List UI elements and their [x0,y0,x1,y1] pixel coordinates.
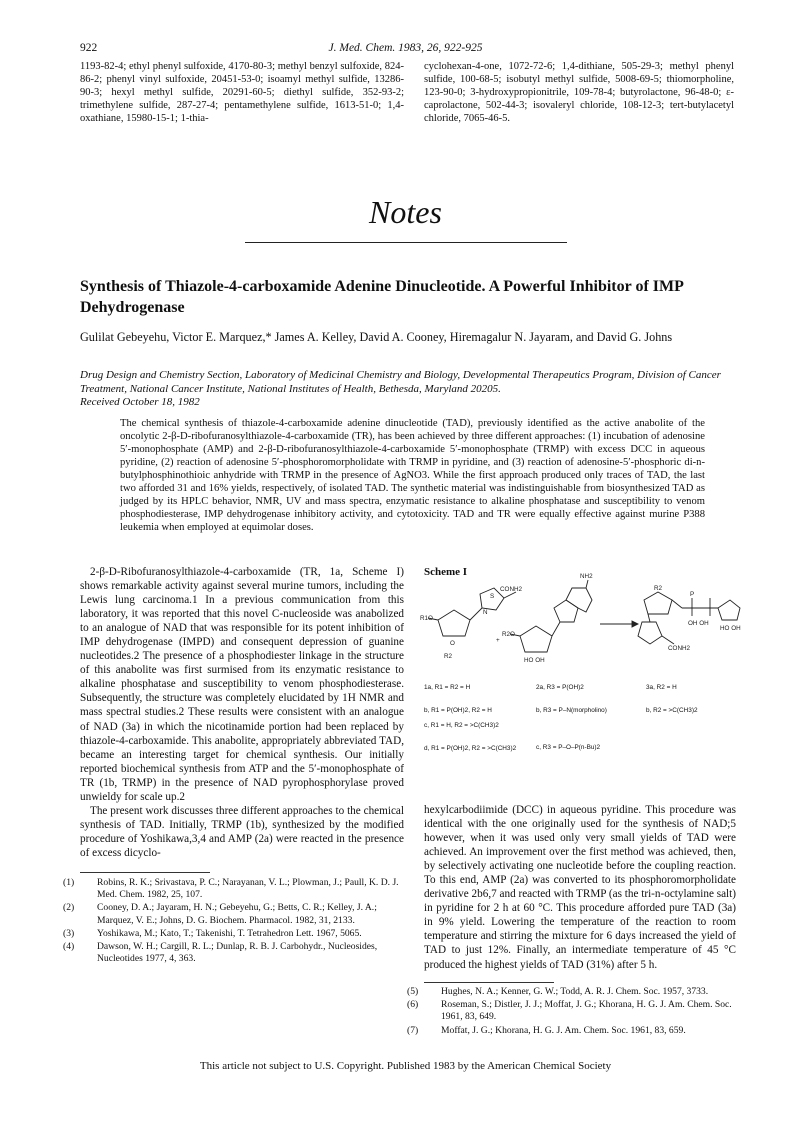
footnote: (5) Hughes, N. A.; Kenner, G. W.; Todd, A. R. J. Chem. Soc. 1957, 3733. [407,986,709,997]
received-date: Received October 18, 1982 [80,396,200,408]
n-label: N [483,609,488,616]
section-divider [245,242,567,243]
footnote-rule [424,982,554,983]
scheme-legend [424,680,744,795]
thiazole-ring-3 [638,622,662,644]
r2-label: R2 [654,585,663,592]
o-label: O [450,640,455,647]
legend-compound-2: 2a, R3 = P(OH)2 b, R3 = P–N(morpholino) c, R3 = P–O–P(n-Bu)2 [536,684,607,751]
body-paragraph: The present work discusses three different approaches to the chemical synthesis of TAD. Initially, TRMP (1b), synthesized by the modified procedure of Yoshikawa,3,4 and AMP (2a) were reacted in the presence of excess dicyclo- [80,804,404,859]
oh-oh-label: OH OH [688,620,709,627]
adenine-ring-2a [554,600,578,622]
scheme-title: Scheme I [424,566,468,578]
section-title: Notes [369,194,442,230]
ribose-ring-1 [438,610,470,636]
r2o-label: R2O [502,631,515,638]
body-right-column: hexylcarbodiimide (DCC) in aqueous pyridine. This procedure was identical with the one originally used for the synthesis of NAD;5 however, when it was used only very small yields of TAD were achieved. An improvement over the first method was achieved, then, by selectively activating one nucleotide before the coupling reaction. To this end, AMP (2a) was converted to its phosphoromorpholidate derivative 2b6,7 and reacted with TRMP (as the tri-n-octylamine salt) in pyridine for 2 h at 60 °C. This procedure afforded pure TAD (3a) in 9% yield. Lowering the temperature of the reaction to room temperature and stirring the mixture for 6 days increased the yield of TAD to just 12%. Finally, an intermediate temperature of 45 °C produced the highest yields of TAD (31%) after 5 h. [424,804,736,971]
ribose-ring-2 [520,626,552,652]
footnotes-right [407,986,736,1038]
r2-label: R2 [444,653,453,660]
footnote: (3) Yoshikawa, M.; Kato, T.; Takenishi, T. Tetrahedron Lett. 1967, 5065. [63,927,362,939]
legend-compound-1: 1a, R1 = R2 = H b, R1 = P(OH)2, R2 = H c, R1 = H, R2 = >C(CH3)2 d, R1 = P(OH)2, R2 = >C(CH3)2 [424,684,517,752]
p-label: P [690,591,695,598]
footnote: (2) Cooney, D. A.; Jayaram, H. N.; Gebeyehu, G.; Betts, C. R.; Kelley, J. A.; Marquez, V. E.; Johns, D. G. Biochem. Pharmacol. 1982, 31, 2133. [63,902,377,926]
ribose-ring-3a [644,592,672,614]
legend-compound-3: 3a, R2 = H b, R2 = >C(CH3)2 [646,684,698,714]
s-label: S [490,593,495,600]
ho-oh-label: HO OH [720,625,741,632]
top-right-text: cyclohexan-4-one, 1072-72-6; 1,4-dithiane, 505-29-3; methyl phenyl sulfide, 100-68-5; isobutyl methyl sulfide, 5008-69-5; thiomorpholine, 123-90-0; 3-hydroxypropionitrile, 109-78-4; butyrolactone, 96-48-0; ε-caprolactone, 502-44-3; isovaleryl chloride, 108-12-3; tert-butylacetyl chloride, 7065-46-5. [424,61,734,125]
body-left-column [80,565,404,860]
adenine-ring-2b [566,588,592,612]
top-left-text: 1193-82-4; ethyl phenyl sulfoxide, 4170-80-3; methyl benzyl sulfoxide, 824-86-2; phenyl vinyl sulfoxide, 20451-53-0; isoamyl methyl sulfide, 13286-90-3; hexyl methyl sulfide, 20291-60-5; diethyl sulfide, 352-93-2; trimethylene sulfide, 287-27-4; pentamethylene sulfide, 1613-51-0; 1,4-oxathiane, 15980-15-1; 1-thia- [80,61,404,125]
footnote: (6) Roseman, S.; Distler, J. J.; Moffat, J. G.; Khorana, H. G. J. Am. Chem. Soc. 1961, 83, 649. [407,999,732,1023]
ho-oh-label: HO OH [524,657,545,664]
body-paragraph: 2-β-D-Ribofuranosylthiazole-4-carboxamide (TR, 1a, Scheme I) shows remarkable activity against several murine tumors, including the Lewis lung carcinoma.1 In a previous communication from this laboratory, it was reported that this novel C-nucleoside was anabolized to an analogue of NAD that was responsible for its potent inhibition of IMP dehydrogenase (IMPD) and consequent depression of guanine nucleotides.2 The presence of a phosphodiester linkage in the structure of this anabolite was first surmised from its enzymatic resistance to alkaline phosphatase and susceptibility to venom phosphodiesterase. Subsequently, the structure was completely elucidated by 1H NMR and mass spectral studies.2 These results were consistent with an analogue of NAD (3a) in which the nicotinamide portion had been replaced by thiazole-4-carboxamide. This anabolite, appropriately abbreviated TAD, became an interesting target for chemical synthesis. Our initially reported biochemical synthesis from ATP and the 5′-monophosphate of TR (1b, TRMP) in the presence of NAD pyrophosphorylase proved unwieldy for scale up.2 [80,566,404,803]
article-title: Synthesis of Thiazole-4-carboxamide Adenine Dinucleotide. A Powerful Inhibitor of IMP Dehydrogenase [80,278,683,316]
footnote: (7) Moffat, J. G.; Khorana, H. G. J. Am. Chem. Soc. 1961, 83, 659. [407,1024,686,1036]
footnote-rule [80,872,210,873]
ribose-ring-3b [718,600,740,620]
running-header: J. Med. Chem. 1983, 26, 922-925 [328,42,483,54]
footnotes-left [63,877,404,966]
r1o-label: R1O [420,615,433,622]
affiliation: Drug Design and Chemistry Section, Laboratory of Medicinal Chemistry and Biology, Developmental Therapeutics Program, Division of Cancer Treatment, National Cancer Institute, National Institutes of Health, Bethesda, Maryland 20205. [80,369,721,395]
conh2-label: CONH2 [668,645,691,652]
abstract: The chemical synthesis of thiazole-4-carboxamide adenine dinucleotide (TAD), previously identified as the active anabolite of the oncolytic 2-β-D-ribofuranosylthiazole-4-carboxamide (TR), has been achieved by three different approaches: (1) incubation of adenosine 5′-monophosphate (AMP) and 2-β-D-ribofuranosylthiazole-4-carboxamide 5′-monophosphate (TRMP) with excess DCC in aqueous pyridine, (2) reaction of adenosine 5′-phosphoromorpholidate with TRMP in pyridine, and (3) reaction of adenosine-5′-phosphoric di-n-butylphosphinothioic anhydride with TRMP in the presence of AgNO3. While the first approach produced only traces of TAD, the last two afforded 31 and 16% yields, respectively, of isolated TAD. The synthetic material was indistinguishable from biosynthesized TAD as judged by its HPLC behavior, NMR, UV and mass spectra, enzymatic resistance to alkaline phosphatase and susceptibility to venom phosphodiesterase, IMP dehydrogenase inhibitory activity, and cytotoxicity. TAD and TR were equally effective against murine P388 leukemia when employed at equimolar doses. [120,418,705,534]
plus-sign: + [496,637,500,644]
footnote: (1) Robins, R. K.; Srivastava, P. C.; Narayanan, V. L.; Plowman, J.; Paull, K. D. J. Med. Chem. 1982, 25, 107. [63,877,399,901]
footnote: (4) Dawson, W. H.; Cargill, R. L.; Dunlap, R. B. J. Carbohydr., Nucleosides, Nucleotides 1977, 4, 363. [63,941,378,965]
conh2-label: CONH2 [500,586,523,593]
copyright-footer: This article not subject to U.S. Copyright. Published 1983 by the American Chemical Society [199,1060,612,1072]
page-number: 922 [80,42,98,54]
authors: Gulilat Gebeyehu, Victor E. Marquez,* James A. Kelley, David A. Cooney, Hiremagalur N. Jayaram, and David G. Johns [80,330,673,344]
nh2-label: NH2 [580,573,593,580]
